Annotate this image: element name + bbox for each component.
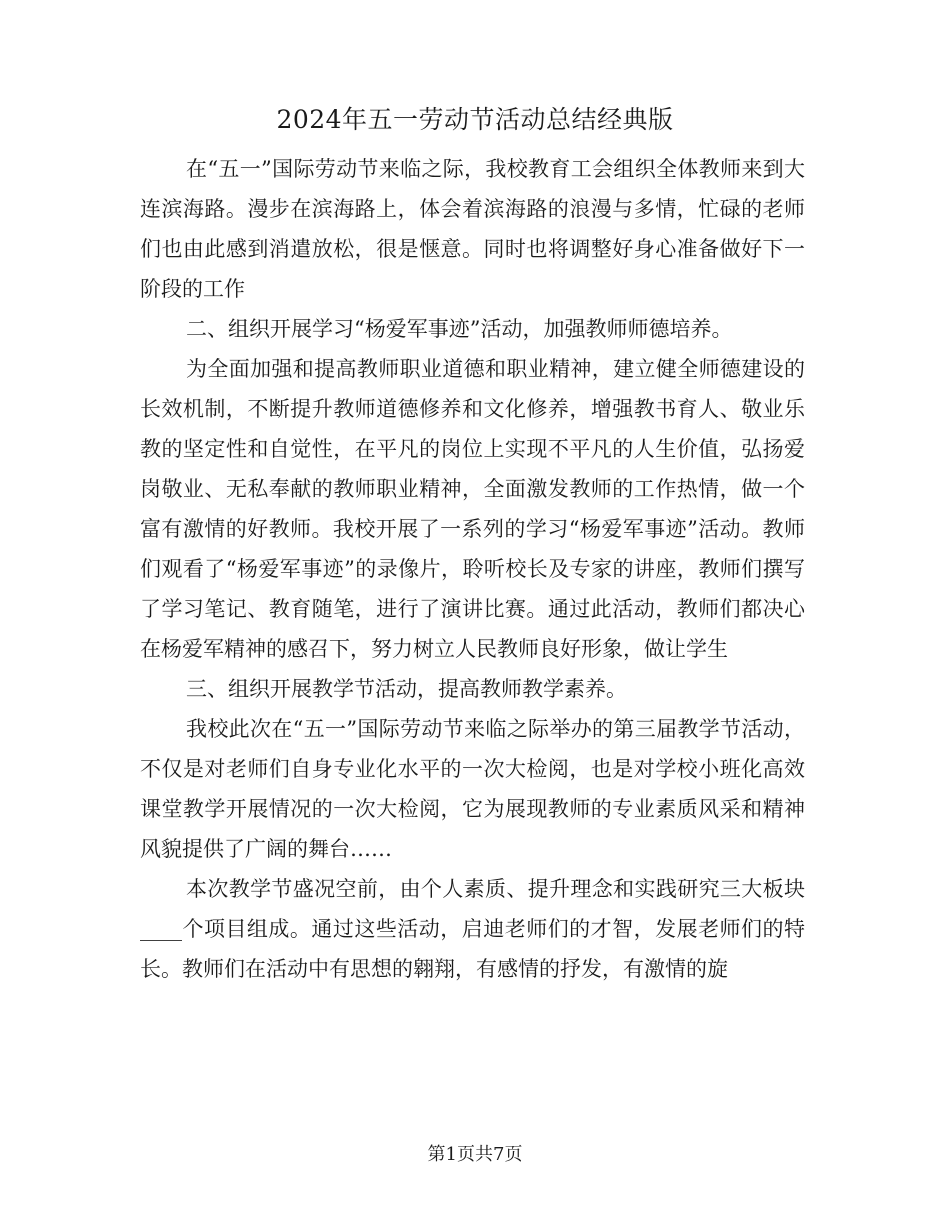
page-number-footer: 第1页共7页 bbox=[427, 1144, 523, 1165]
section-heading-3: 三、组织开展教学节活动，提高教师教学素养。 bbox=[186, 677, 627, 701]
paragraph-intro: 在“五一”国际劳动节来临之际，我校教育工会组织全体教师来到大连滨海路。漫步在滨海路上，体会着滨海路的浪漫与多情，忙碌的老师们也由此感到消遣放松，很是惬意。同时也将调整好身心准备做好下一阶段的工作 bbox=[140, 157, 805, 301]
document-body bbox=[140, 149, 805, 989]
document-title: 2024年五一劳动节活动总结经典版 bbox=[276, 105, 674, 134]
section-heading-2: 二、组织开展学习“杨爱军事迹”活动，加强教师师德培养。 bbox=[186, 317, 733, 341]
paragraph-section-2: 为全面加强和提高教师职业道德和职业精神，建立健全师德建设的长效机制，不断提升教师道德修养和文化修养，增强教书育人、敬业乐教的坚定性和自觉性，在平凡的岗位上实现不平凡的人生价值，弘扬爱岗敬业、无私奉献的教师职业精神，全面激发教师的工作热情，做一个富有激情的好教师。我校开展了一系列的学习“杨爱军事迹”活动。教师们观看了“杨爱军事迹”的录像片，聆听校长及专家的讲座，教师们撰写了学习笔记、教育随笔，进行了演讲比赛。通过此活动，教师们都决心在杨爱军精神的感召下，努力树立人民教师良好形象，做让学生 bbox=[140, 357, 805, 661]
paragraph-section-3a: 我校此次在“五一”国际劳动节来临之际举办的第三届教学节活动，不仅是对老师们自身专业化水平的一次大检阅，也是对学校小班化高效课堂教学开展情况的一次大检阅，它为展现教师的专业素质风采和精神风貌提供了广阔的舞台…… bbox=[140, 717, 805, 861]
paragraph-section-3b: 本次教学节盛况空前，由个人素质、提升理念和实践研究三大板块____个项目组成。通过这些活动，启迪老师们的才智，发展老师们的特长。教师们在活动中有思想的翱翔，有感情的抒发，有激情的旋 bbox=[140, 877, 805, 981]
